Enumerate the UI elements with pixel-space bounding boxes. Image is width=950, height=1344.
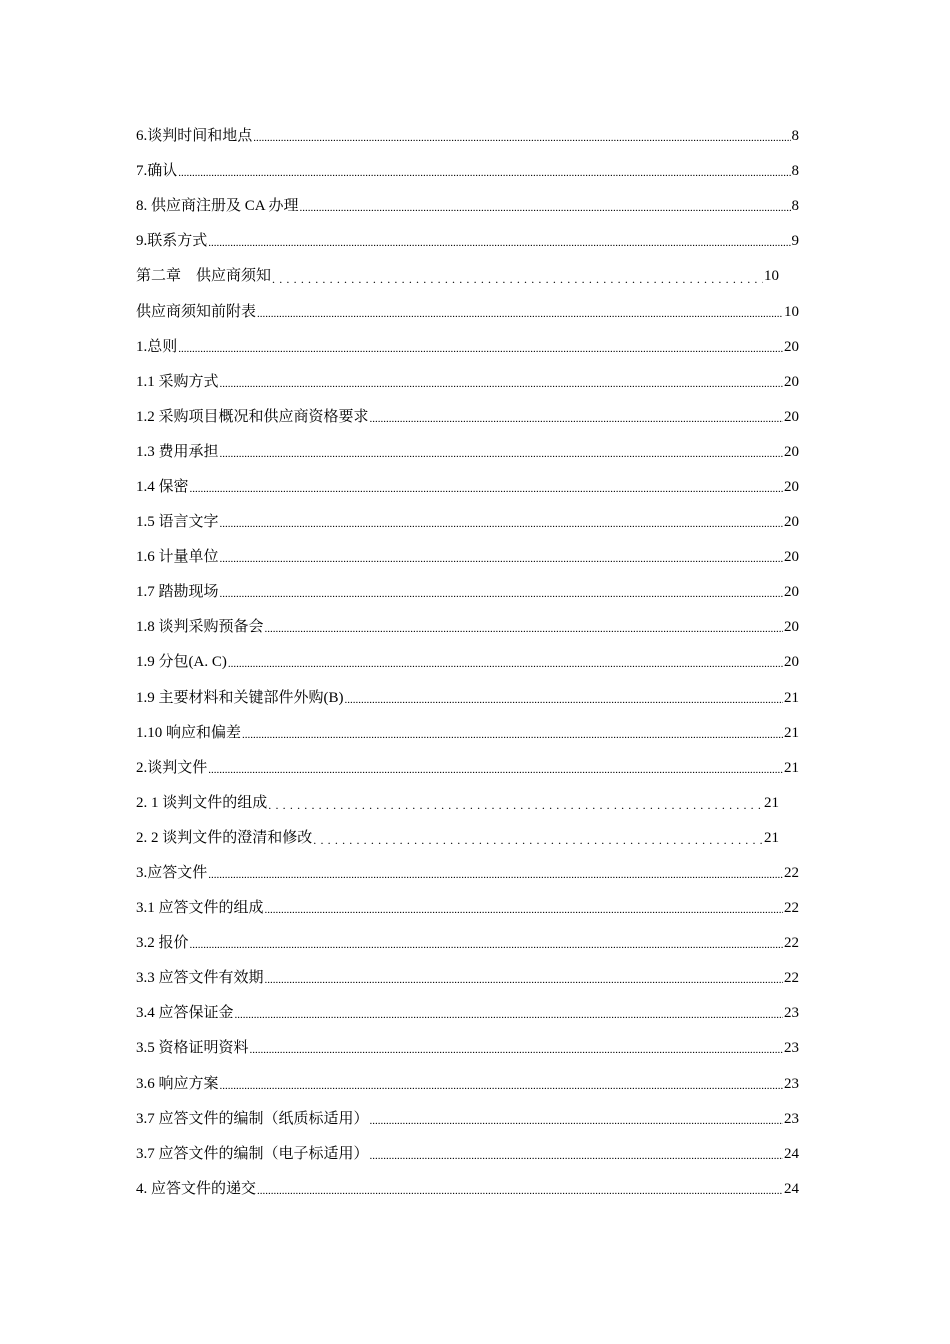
toc-entry-title: 1.总则	[136, 338, 178, 355]
toc-entry[interactable]	[136, 926, 799, 961]
toc-entry[interactable]	[136, 681, 799, 716]
toc-entry-title: 3.4 应答保证金	[136, 1005, 234, 1022]
toc-dot-leader	[220, 554, 783, 565]
toc-entry-title: 3.2 报价	[136, 935, 189, 952]
toc-entry-page-number: 21	[764, 794, 779, 811]
toc-entry-page-number: 20	[784, 373, 799, 390]
toc-entry[interactable]	[136, 610, 799, 645]
toc-entry-page-number: 10	[764, 268, 779, 285]
toc-entry[interactable]	[136, 961, 799, 996]
toc-dot-leader	[272, 273, 763, 285]
toc-entry-page-number: 20	[784, 584, 799, 601]
toc-dot-leader	[300, 203, 791, 214]
toc-entry[interactable]	[136, 119, 799, 154]
toc-entry-page-number: 21	[784, 724, 799, 741]
toc-entry[interactable]	[136, 259, 799, 294]
toc-entry-title: 1.4 保密	[136, 478, 189, 495]
toc-entry-title: 6.谈判时间和地点	[136, 128, 253, 145]
table-of-contents	[136, 119, 799, 1207]
toc-entry-page-number: 24	[784, 1180, 799, 1197]
toc-entry-page-number: 23	[784, 1040, 799, 1057]
toc-entry[interactable]	[136, 330, 799, 365]
toc-entry[interactable]	[136, 645, 799, 680]
toc-entry-title: 1.9 分包(A. C)	[136, 654, 227, 671]
toc-entry[interactable]	[136, 996, 799, 1031]
toc-entry-page-number: 21	[784, 759, 799, 776]
toc-entry[interactable]	[136, 224, 799, 259]
toc-entry-page-number: 20	[784, 514, 799, 531]
toc-dot-leader	[265, 905, 783, 916]
toc-entry[interactable]	[136, 575, 799, 610]
toc-entry-title: 3.应答文件	[136, 865, 208, 882]
toc-dot-leader	[265, 624, 783, 635]
toc-entry-title: 1.7 踏勘现场	[136, 584, 219, 601]
toc-entry[interactable]	[136, 751, 799, 786]
toc-entry-title: 1.2 采购项目概况和供应商资格要求	[136, 408, 369, 425]
toc-entry-page-number: 21	[784, 689, 799, 706]
toc-entry[interactable]	[136, 856, 799, 891]
toc-dot-leader	[220, 1081, 783, 1092]
toc-entry-page-number: 20	[784, 478, 799, 495]
toc-dot-leader	[178, 344, 783, 355]
toc-dot-leader	[370, 1116, 783, 1127]
toc-entry-page-number: 23	[784, 1005, 799, 1022]
toc-entry[interactable]	[136, 540, 799, 575]
toc-entry-page-number: 8	[791, 128, 799, 145]
toc-entry-title: 8. 供应商注册及 CA 办理	[136, 198, 299, 215]
toc-dot-leader	[220, 379, 783, 390]
toc-entry-title: 7.确认	[136, 163, 178, 180]
toc-entry-page-number: 20	[784, 338, 799, 355]
toc-entry-page-number: 10	[784, 303, 799, 320]
toc-dot-leader	[242, 730, 783, 741]
toc-entry[interactable]	[136, 786, 799, 821]
toc-entry[interactable]	[136, 505, 799, 540]
toc-entry-page-number: 20	[784, 619, 799, 636]
toc-entry-page-number: 8	[791, 198, 799, 215]
toc-dot-leader	[313, 834, 763, 846]
toc-dot-leader	[220, 519, 783, 530]
toc-entry[interactable]	[136, 435, 799, 470]
toc-entry-title: 1.5 语言文字	[136, 514, 219, 531]
toc-entry-page-number: 20	[784, 549, 799, 566]
toc-entry-title: 4. 应答文件的递交	[136, 1180, 257, 1197]
toc-entry-page-number: 9	[791, 233, 799, 250]
toc-entry-title: 供应商须知前附表	[136, 303, 257, 320]
toc-dot-leader	[208, 238, 790, 249]
toc-entry-page-number: 20	[784, 443, 799, 460]
toc-entry-title: 3.1 应答文件的组成	[136, 900, 264, 917]
toc-entry-page-number: 22	[784, 935, 799, 952]
toc-entry-title: 1.8 谈判采购预备会	[136, 619, 264, 636]
toc-entry-title: 9.联系方式	[136, 233, 208, 250]
toc-entry[interactable]	[136, 1172, 799, 1207]
toc-entry-title: 1.9 主要材料和关键部件外购(B)	[136, 689, 344, 706]
toc-dot-leader	[268, 799, 763, 811]
toc-entry-title: 1.6 计量单位	[136, 549, 219, 566]
toc-entry-page-number: 22	[784, 970, 799, 987]
toc-dot-leader	[345, 695, 784, 706]
toc-dot-leader	[235, 1010, 783, 1021]
toc-entry-page-number: 22	[784, 865, 799, 882]
toc-entry[interactable]	[136, 891, 799, 926]
toc-dot-leader	[370, 1151, 783, 1162]
toc-entry[interactable]	[136, 400, 799, 435]
toc-entry[interactable]	[136, 1102, 799, 1137]
toc-entry[interactable]	[136, 1031, 799, 1066]
toc-dot-leader	[190, 484, 783, 495]
toc-entry-title: 2. 1 谈判文件的组成	[136, 794, 268, 811]
toc-entry-title: 3.3 应答文件有效期	[136, 970, 264, 987]
toc-dot-leader	[253, 133, 790, 144]
toc-entry-title: 2. 2 谈判文件的澄清和修改	[136, 829, 313, 846]
toc-entry-page-number: 23	[784, 1110, 799, 1127]
toc-entry[interactable]	[136, 294, 799, 329]
toc-entry-title: 3.7 应答文件的编制（电子标适用）	[136, 1145, 369, 1162]
toc-entry[interactable]	[136, 821, 799, 856]
toc-dot-leader	[220, 449, 783, 460]
toc-entry[interactable]	[136, 189, 799, 224]
toc-dot-leader	[228, 659, 783, 670]
toc-dot-leader	[220, 589, 783, 600]
toc-entry-title: 2.谈判文件	[136, 759, 208, 776]
toc-entry[interactable]	[136, 1137, 799, 1172]
toc-entry-page-number: 24	[784, 1145, 799, 1162]
toc-entry-title: 3.5 资格证明资料	[136, 1040, 249, 1057]
toc-dot-leader	[257, 1186, 783, 1197]
toc-entry-title: 1.10 响应和偏差	[136, 724, 242, 741]
toc-entry-page-number: 21	[764, 829, 779, 846]
toc-entry[interactable]	[136, 716, 799, 751]
toc-entry-title: 1.3 费用承担	[136, 443, 219, 460]
toc-entry-page-number: 20	[784, 654, 799, 671]
toc-entry[interactable]	[136, 154, 799, 189]
toc-dot-leader	[250, 1045, 783, 1056]
toc-dot-leader	[265, 975, 783, 986]
toc-entry-title: 3.7 应答文件的编制（纸质标适用）	[136, 1110, 369, 1127]
toc-entry-title: 1.1 采购方式	[136, 373, 219, 390]
toc-entry-page-number: 8	[791, 163, 799, 180]
toc-entry[interactable]	[136, 1067, 799, 1102]
toc-dot-leader	[257, 309, 783, 320]
toc-dot-leader	[178, 168, 790, 179]
toc-dot-leader	[208, 870, 783, 881]
toc-entry-page-number: 22	[784, 900, 799, 917]
toc-dot-leader	[208, 765, 783, 776]
toc-entry-page-number: 20	[784, 408, 799, 425]
toc-entry-page-number: 23	[784, 1075, 799, 1092]
toc-dot-leader	[370, 414, 783, 425]
toc-entry[interactable]	[136, 365, 799, 400]
toc-entry[interactable]	[136, 470, 799, 505]
toc-entry-title: 3.6 响应方案	[136, 1075, 219, 1092]
toc-dot-leader	[190, 940, 783, 951]
toc-entry-title: 第二章 供应商须知	[136, 268, 272, 285]
